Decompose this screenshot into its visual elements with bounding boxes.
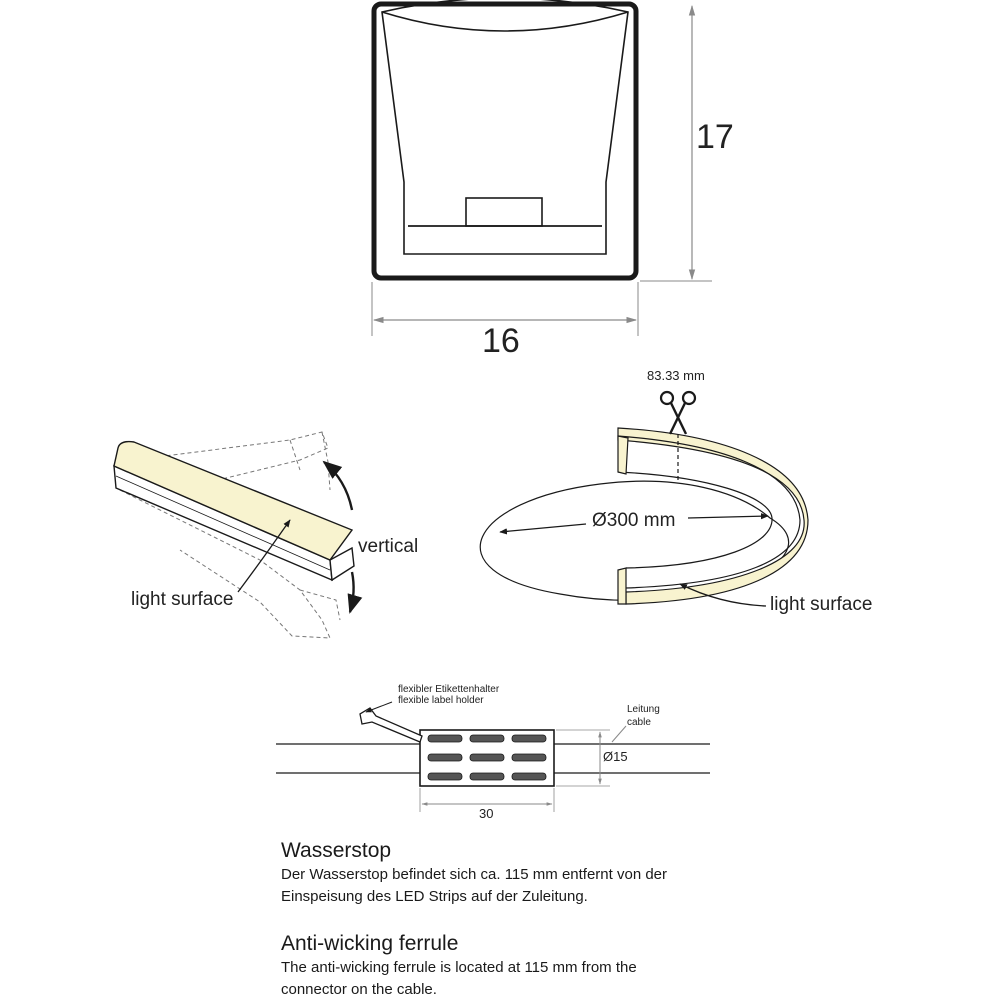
horizontal-light-surface-label: light surface [770,594,873,615]
cable-label-en: cable [627,717,651,728]
heading-en: Anti-wicking ferrule [281,932,459,955]
bend-diameter-label: Ø300 mm [592,510,676,531]
cable-label-de: Leitung [627,704,660,715]
heading-de: Wasserstop [281,839,392,862]
ferrule-diameter-label: Ø15 [603,749,628,764]
label-holder-label-de: flexibler Etikettenhalter [398,684,500,695]
profile-outline [374,4,636,278]
ferrule-length-label: 30 [479,806,494,821]
label-holder-label-en: flexible label holder [398,695,484,706]
body-en: The anti-wicking ferrule is located at 115 mm from the connector on the cable. [281,959,637,998]
body-de: Der Wasserstop befindet sich ca. 115 mm entfernt von der Einspeisung des LED Strips auf der Zuleitung. [281,866,668,905]
horizontal-bend-illustration [480,392,808,606]
width-dimension-label: 16 [482,322,520,360]
height-dimension-label: 17 [696,118,734,156]
vertical-direction-label: vertical [358,536,419,557]
vertical-light-surface-label: light surface [131,589,234,610]
scissors-icon [661,392,695,434]
bend-down-arrow [350,572,354,612]
label-holder-shape [360,708,422,742]
cut-interval-label: 83.33 mm [647,368,705,383]
